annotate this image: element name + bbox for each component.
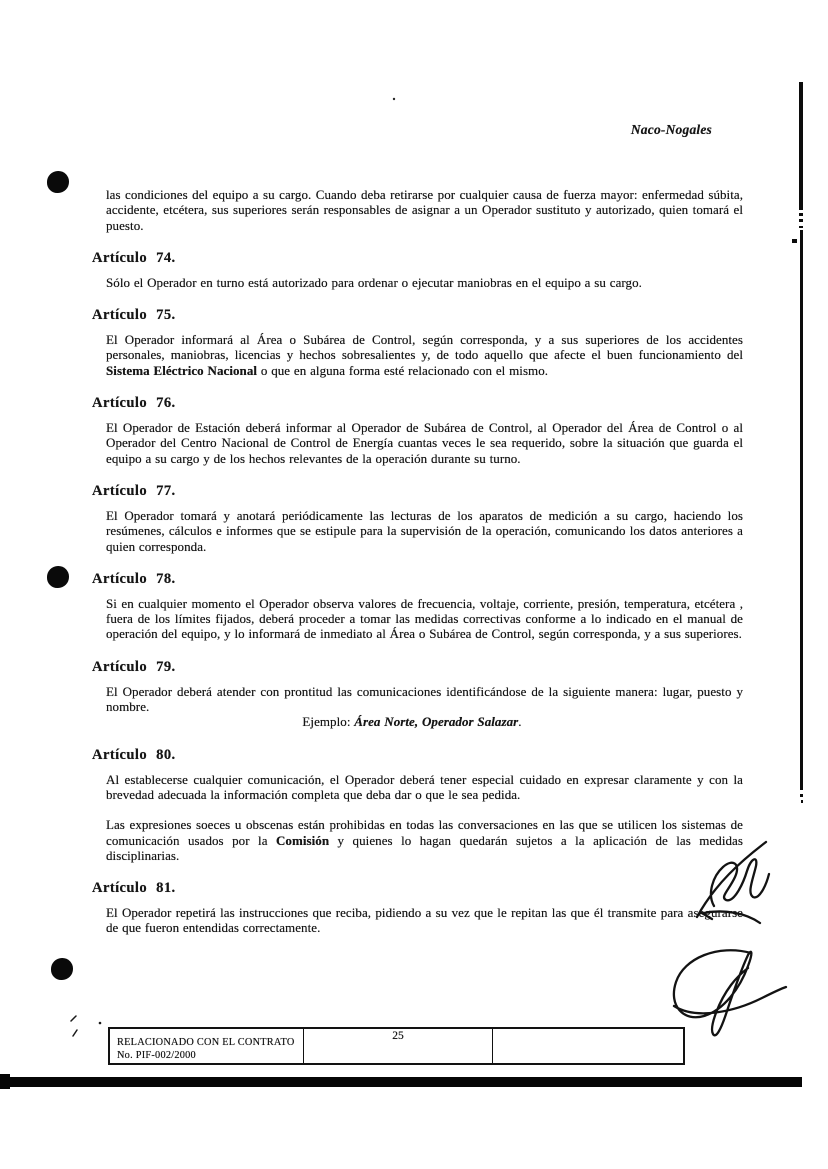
paragraph-text: o que en alguna forma esté relacionado con el mismo. xyxy=(257,362,549,378)
paragraph-bold-text: Sistema Eléctrico Nacional xyxy=(106,362,258,378)
paragraph-text: Las expresiones soeces u obscenas están prohibidas en todas las conversaciones en las que se utilicen los sistemas de comunicación usados por la xyxy=(106,817,743,848)
example-emphasis: Área Norte, Operador Salazar xyxy=(354,714,519,730)
article-79 xyxy=(92,658,743,730)
article-77 xyxy=(92,482,743,554)
article-paragraph xyxy=(106,817,743,863)
paragraph-text: y quienes lo hagan quedarán sujetos a la aplicación de las medidas disciplinarias. xyxy=(106,832,743,863)
article-paragraph xyxy=(106,420,743,466)
right-edge-rule xyxy=(800,230,803,790)
right-edge-rule xyxy=(801,800,803,803)
hole-punch-mark xyxy=(47,171,69,193)
article-paragraph xyxy=(106,772,743,803)
page-number: 25 xyxy=(392,1030,404,1042)
article-heading: Artículo 75. xyxy=(92,307,176,324)
article-78 xyxy=(92,570,743,642)
article-76 xyxy=(92,395,743,466)
article-75 xyxy=(92,307,743,378)
article-paragraph xyxy=(106,332,743,378)
paragraph-text: Sólo el Operador en turno está autorizado para ordenar o ejecutar maniobras en el equipo a su cargo. xyxy=(106,274,642,290)
article-heading: Artículo 79. xyxy=(92,658,176,675)
article-74 xyxy=(92,249,743,290)
paragraph-bold-text: Comisión xyxy=(275,832,330,848)
contract-line-1: RELACIONADO CON EL CONTRATO xyxy=(117,1037,295,1048)
contract-cell xyxy=(110,1029,303,1063)
article-heading: Artículo 74. xyxy=(92,249,176,266)
signature-scribble-icon xyxy=(674,950,786,1035)
right-edge-rule xyxy=(799,82,803,210)
paragraph-text: El Operador de Estación deberá informar al Operador de Subárea de Control, al Operador del Área de Control o al Operador del Centro Nacional de Control de Energía cuantas veces le sea requerido, sobre la situación que guarda el equipo a su cargo y de los hechos relevantes de la operación durante su turno. xyxy=(106,420,743,466)
article-paragraph xyxy=(106,508,743,554)
article-paragraph xyxy=(106,905,743,936)
contract-line-2: No. PIF-002/2000 xyxy=(117,1050,196,1061)
article-heading: Artículo 80. xyxy=(92,746,176,763)
scan-speck xyxy=(73,1030,77,1036)
article-heading: Artículo 78. xyxy=(92,570,176,587)
example-suffix: . xyxy=(518,714,522,730)
article-heading: Artículo 76. xyxy=(92,395,176,412)
paragraph-text: Al establecerse cualquier comunicación, el Operador deberá tener especial cuidado en expresar claramente y con la brevedad adecuada la información completa que deba dar o que le sea pedida. xyxy=(106,771,743,802)
right-edge-rule xyxy=(799,226,803,228)
paragraph-text: El Operador repetirá las instrucciones que reciba, pidiendo a su vez que le repitan las que él transmite para asegurarse de que fueron entendidas correctamente. xyxy=(106,905,743,936)
document-body xyxy=(92,187,743,936)
empty-footer-cell xyxy=(493,1029,683,1063)
scan-edge-band xyxy=(0,1077,802,1087)
scan-speck xyxy=(99,1022,102,1025)
page-number-cell xyxy=(303,1029,493,1063)
footer-table xyxy=(108,1027,685,1065)
article-heading: Artículo 81. xyxy=(92,880,176,897)
example-prefix: Ejemplo: xyxy=(302,714,355,730)
right-edge-rule xyxy=(799,213,803,216)
hole-punch-mark xyxy=(51,958,73,980)
paragraph-text: El Operador deberá atender con prontitud las comunicaciones identificándose de la siguiente manera: lugar, puesto y nombre. xyxy=(106,683,743,715)
example-line xyxy=(106,714,743,729)
right-edge-rule xyxy=(792,239,797,243)
right-edge-rule xyxy=(799,219,803,222)
intro-paragraph: las condiciones del equipo a su cargo. Cuando deba retirarse por cualquier causa de fuerza mayor: enfermedad súbita, accidente, etcétera, sus superiores serán responsables de asignar a un Operador sustituto y autorizado, quien tomará el puesto. xyxy=(106,187,743,233)
article-80 xyxy=(92,746,743,863)
page-header-region-label: Naco-Nogales xyxy=(630,122,712,137)
article-paragraph xyxy=(106,684,743,715)
article-paragraph xyxy=(106,275,743,290)
scan-speck xyxy=(71,1016,76,1021)
article-81 xyxy=(92,880,743,936)
scan-speck xyxy=(393,98,395,100)
paragraph-text: Si en cualquier momento el Operador observa valores de frecuencia, voltaje, corriente, presión, temperatura, etcétera , fuera de los límites fijados, deberá proceder a tomar las medidas correctivas conforme a lo indicado en el manual de operación del equipo, y lo informará de inmediato al Área o Subárea de Control, según corresponda, y a sus superiores. xyxy=(106,595,743,642)
article-heading: Artículo 77. xyxy=(92,482,176,499)
hole-punch-mark xyxy=(47,566,69,588)
article-paragraph xyxy=(106,596,743,642)
paragraph-text: El Operador tomará y anotará periódicamente las lecturas de los aparatos de medición a su cargo, haciendo los resúmenes, cálculos e informes que se estipule para la supervisión de la operación, comunicando los datos anteriores a quien corresponda. xyxy=(106,507,743,554)
paragraph-text: El Operador informará al Área o Subárea de Control, según corresponda, y a sus superiores de los accidentes personales, maniobras, licencias y hechos sobresalientes y, de todo aquello que afecte el buen funcionamiento del xyxy=(106,332,743,363)
right-edge-rule xyxy=(800,794,803,797)
